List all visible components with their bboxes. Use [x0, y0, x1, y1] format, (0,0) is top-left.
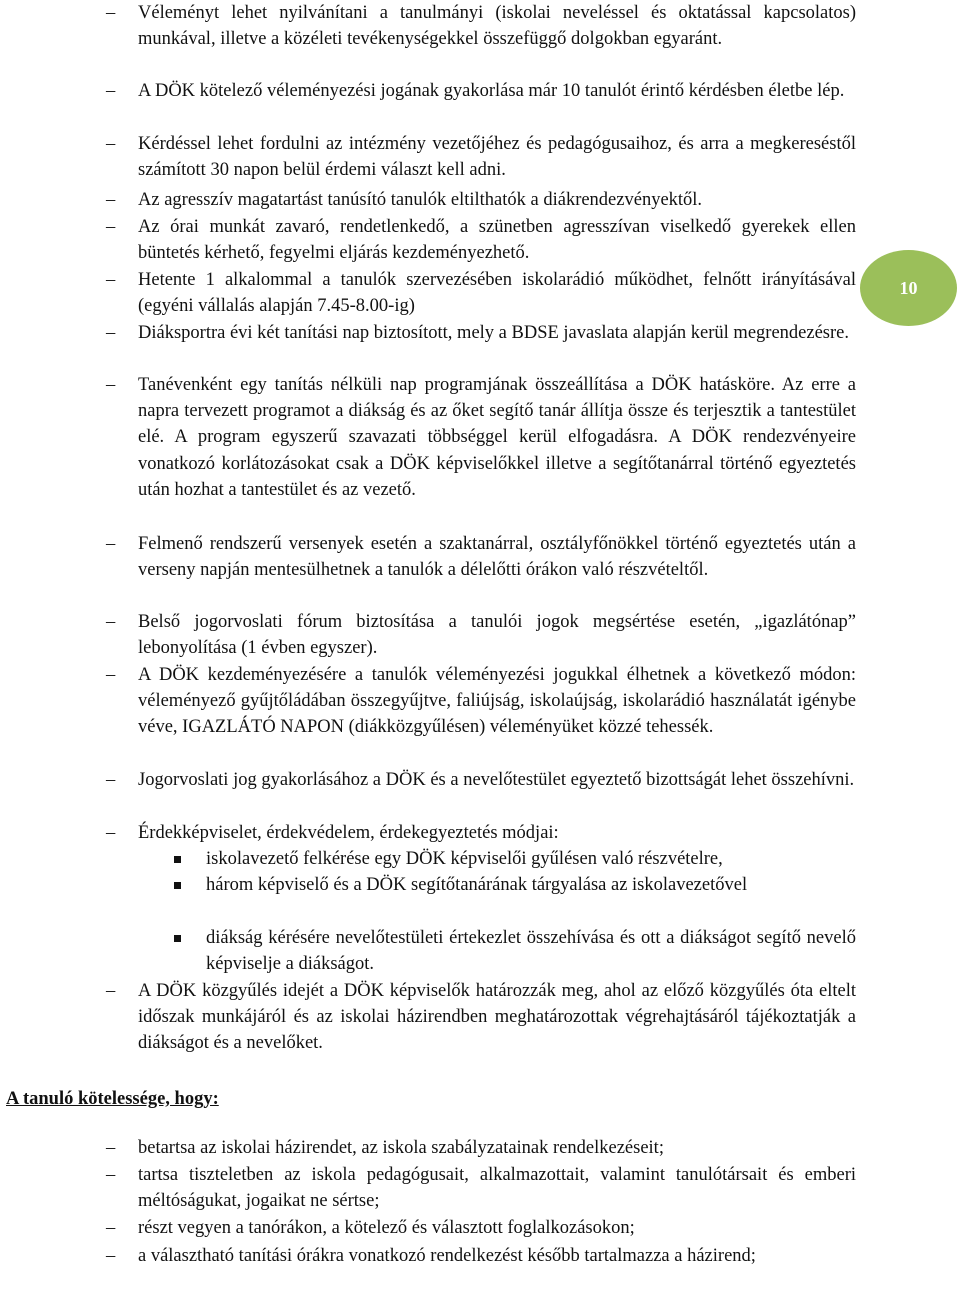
list-item-text: A DÖK közgyűlés idejét a DÖK képviselők határozzák meg, ahol az előző közgyűlés óta eltelt időszak munkájáról és az iskolai házirendben meghatározottak végrehajtásáról tájékoztatják a diákságot és a nevelőket. — [138, 981, 856, 1054]
duty-item — [106, 1215, 856, 1241]
dash-bullet: – — [106, 1218, 116, 1238]
list-item-text: A DÖK kötelező véleményezési jogának gyakorlása már 10 tanulót érintő kérdésben életbe lép. — [138, 81, 845, 101]
dash-bullet: – — [106, 270, 116, 290]
duty-item — [106, 1135, 856, 1161]
list-item-text: Tanévenként egy tanítás nélküli nap programjának összeállítása a DÖK hatásköre. Az erre a napra tervezett programot a diákság és az őket segítő tanár állítja össze és terjesztik a tantestület elé. A program egyszerű szavazati többséggel kerül elfogadásra. A DÖK rendezvényeire vonatkozó korlátozásokat csak a DÖK képviselőkkel illetve a segítőtanárral történő egyeztetés után hozhat a tantestület és az vezető. — [138, 375, 856, 500]
dash-bullet: – — [106, 770, 116, 790]
dash-bullet: – — [106, 1165, 116, 1185]
square-bullet-icon — [174, 856, 181, 863]
list-item — [106, 767, 856, 793]
dash-bullet: – — [106, 1246, 116, 1266]
dash-bullet: – — [106, 981, 116, 1001]
list-item — [106, 978, 856, 1057]
sub-list-item — [174, 846, 856, 872]
list-item — [106, 78, 856, 104]
dash-bullet: – — [106, 823, 116, 843]
list-item — [106, 0, 856, 52]
list-item-text: Az órai munkát zavaró, rendetlenkedő, a szünetben agresszívan viselkedő gyerekek ellen büntetés kérhető, fegyelmi eljárás kezdeményezhető. — [138, 217, 856, 264]
list-item — [106, 662, 856, 741]
duty-item-text: részt vegyen a tanórákon, a kötelező és választott foglalkozásokon; — [138, 1218, 635, 1238]
list-item-text: Belső jogorvoslati fórum biztosítása a tanulói jogok megsértése esetén, „igazlátónap” lebonyolítása (1 évben egyszer). — [138, 612, 856, 659]
list-item — [106, 214, 856, 266]
dash-bullet: – — [106, 612, 116, 632]
duty-item-text: betartsa az iskolai házirendet, az iskola szabályzatainak rendelkezéseit; — [138, 1138, 664, 1158]
dash-bullet: – — [106, 190, 116, 210]
list-item-text: Kérdéssel lehet fordulni az intézmény vezetőjéhez és pedagógusaihoz, és arra a megkereséstől számított 30 napon belül érdemi választ kell adni. — [138, 134, 856, 181]
dash-bullet: – — [106, 1138, 116, 1158]
duty-item — [106, 1162, 856, 1214]
dash-bullet: – — [106, 134, 116, 154]
page-number-badge: 10 — [860, 250, 957, 326]
list-item-text: Az agresszív magatartást tanúsító tanulók eltilthatók a diákrendezvényektől. — [138, 190, 703, 210]
list-item-text: Jogorvoslati jog gyakorlásához a DÖK és a nevelőtestület egyeztető bizottságát lehet összehívni. — [138, 770, 855, 790]
list-item — [106, 320, 856, 346]
list-item — [106, 187, 856, 213]
sub-list-item — [174, 872, 856, 898]
dash-bullet: – — [106, 665, 116, 685]
list-item-text: Diáksportra évi két tanítási nap biztosított, mely a BDSE javaslata alapján kerül megrendezésre. — [138, 323, 849, 343]
dash-bullet: – — [106, 81, 116, 101]
list-item — [106, 131, 856, 183]
section-heading: A tanuló kötelessége, hogy: — [6, 1089, 219, 1109]
sub-list-item-text: diákság kérésére nevelőtestületi értekezlet összehívása és ott a diákságot segítő nevelő képviselje a diákságot. — [206, 928, 856, 975]
dash-bullet: – — [106, 217, 116, 237]
dash-bullet: – — [106, 323, 116, 343]
square-bullet-icon — [174, 935, 181, 942]
list-item-text: Érdekképviselet, érdekvédelem, érdekegyeztetés módjai: — [138, 823, 559, 843]
duty-item — [106, 1243, 856, 1269]
list-item — [106, 609, 856, 661]
list-item-text: Véleményt lehet nyilvánítani a tanulmányi (iskolai neveléssel és oktatással kapcsolatos) munkával, illetve a közéleti tevékenységekkel összefüggő dolgokban egyaránt. — [138, 3, 856, 50]
list-item-text: Hetente 1 alkalommal a tanulók szervezésében iskolarádió működhet, felnőtt irányításával (egyéni vállalás alapján 7.45-8.00-ig) — [138, 270, 856, 317]
sub-list-item-text: iskolavezető felkérése egy DÖK képviselői gyűlésen való részvételre, — [206, 849, 723, 869]
dash-bullet: – — [106, 3, 116, 23]
list-item-text: A DÖK kezdeményezésére a tanulók véleményezési jogukkal élhetnek a következő módon: véleményező gyűjtőládában összegyűjtve, faliújság, iskolaújság, iskolarádió használatát igénybe véve, IGAZLÁTÓ NAPON (diákközgyűlésen) véleményüket közzé tehessék. — [138, 665, 856, 738]
list-item — [106, 267, 856, 319]
dash-bullet: – — [106, 534, 116, 554]
duty-item-text: tartsa tiszteletben az iskola pedagógusait, alkalmazottait, valamint tanulótársait és emberi méltóságukat, jogaikat ne sértse; — [138, 1165, 856, 1212]
dash-bullet: – — [106, 375, 116, 395]
square-bullet-icon — [174, 882, 181, 889]
sub-list-item-text: három képviselő és a DÖK segítőtanárának tárgyalása az iskolavezetővel — [206, 875, 748, 895]
list-item — [106, 372, 856, 503]
list-item — [106, 531, 856, 583]
duty-item-text: a választható tanítási órákra vonatkozó rendelkezést később tartalmazza a házirend; — [138, 1246, 756, 1266]
list-item-text: Felmenő rendszerű versenyek esetén a szaktanárral, osztályfőnökkel történő egyeztetés után a verseny napján mentesülhetnek a tanulók a délelőtti órákon való részvételtől. — [138, 534, 856, 581]
sub-list-item — [174, 925, 856, 977]
list-item — [106, 820, 856, 846]
